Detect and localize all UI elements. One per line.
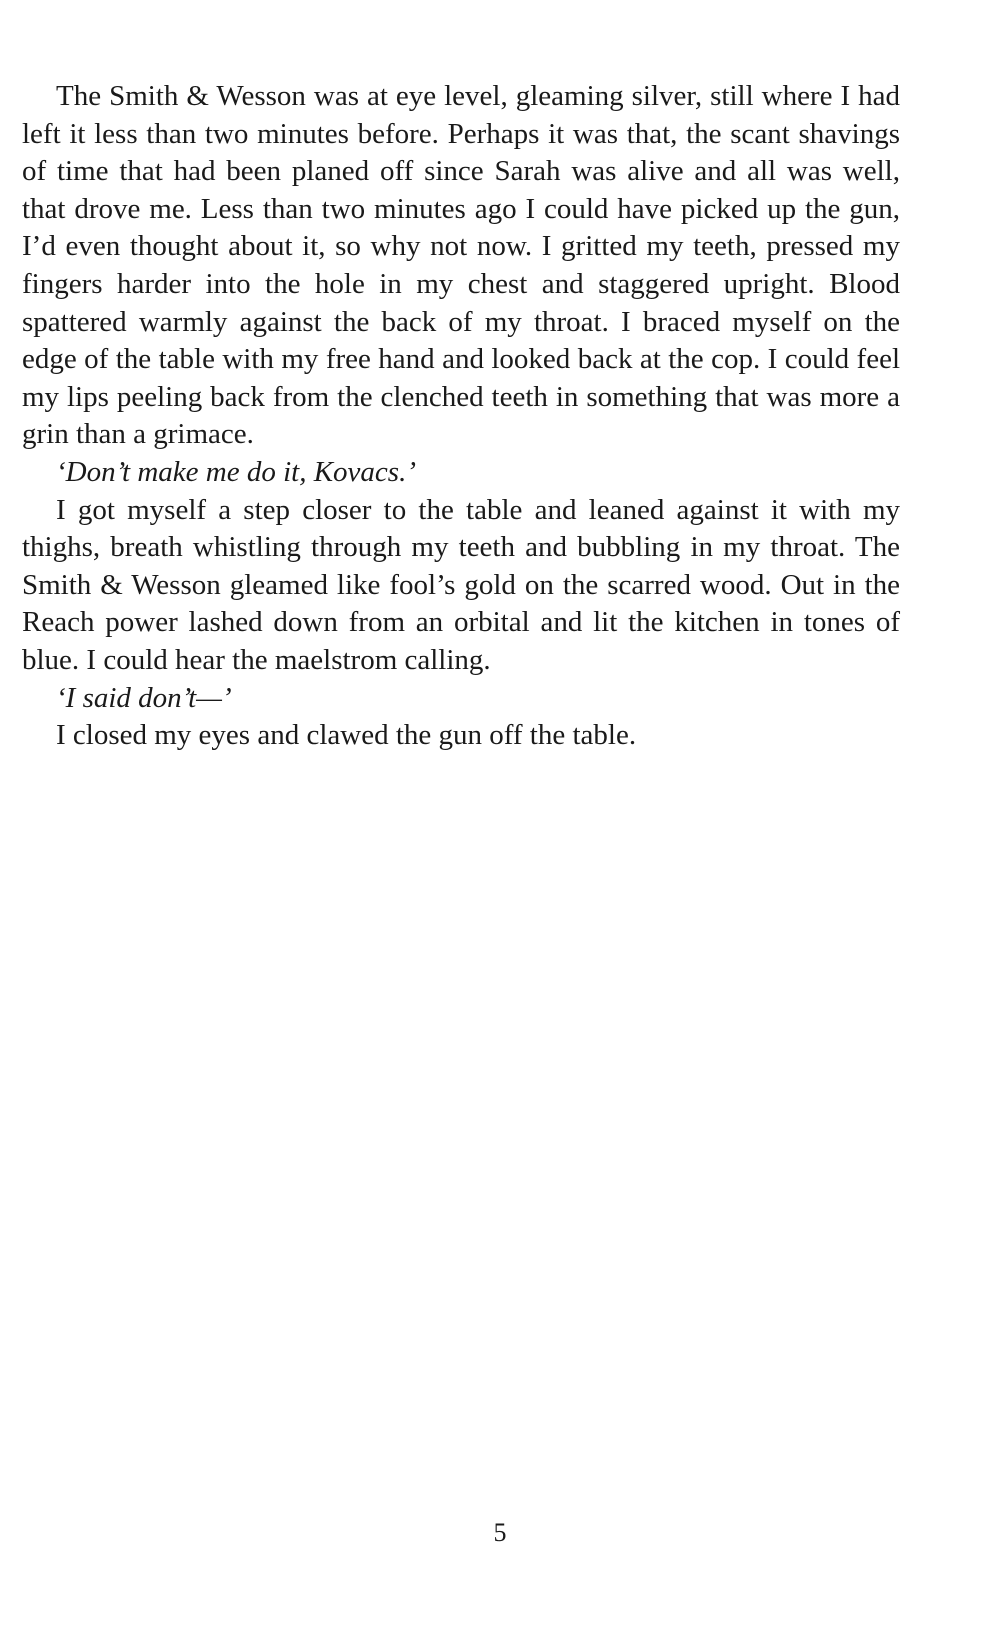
body-text — [22, 78, 900, 755]
dialogue-line: ‘Don’t make me do it, Kovacs.’ — [56, 455, 416, 488]
dialogue-line: ‘I said don’t—’ — [56, 681, 232, 714]
paragraph: The Smith & Wesson was at eye level, gleaming silver, still where I had left it less than two minutes before. Perhaps it was that, the scant shavings of time that had been planed off since Sarah was alive and all was well, that drove me. Less than two minutes ago I could have picked up the gun, I’d even thought about it, so why not now. I gritted my teeth, pressed my fingers harder into the hole in my chest and staggered upright. Blood spattered warmly against the back of my throat. I braced myself on the edge of the table with my free hand and looked back at the cop. I could feel my lips peeling back from the clenched teeth in something that was more a grin than a grimace. — [22, 80, 900, 451]
paragraph: I got myself a step closer to the table and leaned against it with my thighs, breath whistling through my teeth and bubbling in my throat. The Smith & Wesson gleamed like fool’s gold on the scarred wood. Out in the Reach power lashed down from an orbital and lit the kitchen in tones of blue. I could hear the maelstrom calling. — [22, 493, 900, 676]
paragraph: I closed my eyes and clawed the gun off the table. — [56, 719, 637, 752]
page-number: 5 — [493, 1518, 507, 1547]
